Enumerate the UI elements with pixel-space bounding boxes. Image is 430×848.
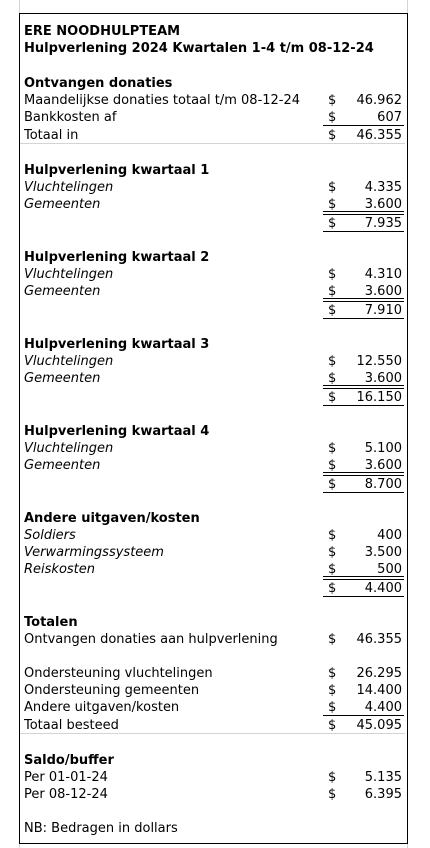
section-header-kwartaal-4: Hulpverlening kwartaal 4 [24,424,210,439]
table-row: Maandelijkse donaties totaal t/m 08-12-24 $ 46.962 [24,93,402,108]
table-row: Verwarmingssysteem $ 3.500 [24,545,402,560]
table-row: Soldiers $ 400 [24,528,402,543]
table-row-total: Totaal in $ 46.355 [24,128,402,143]
table-row: Gemeenten $ 3.600 [24,458,402,473]
table-row: Ondersteuning vluchtelingen $ 26.295 [24,666,402,681]
underline [323,125,404,126]
table-row: Gemeenten $ 3.600 [24,371,402,386]
sheet-subtitle: Hulpverlening 2024 Kwartalen 1-4 t/m 08-12-24 [24,41,374,56]
table-row: Ondersteuning gemeenten $ 14.400 [24,683,402,698]
row-divider [20,143,405,144]
section-header-kwartaal-3: Hulpverlening kwartaal 3 [24,337,210,352]
sheet-title: ERE NOODHULPTEAM [24,24,181,39]
table-row: Bankkosten af $ 607 [24,110,402,125]
table-row: Per 01-01-24 $ 5.135 [24,770,402,785]
underline [323,596,404,597]
underline [323,492,404,493]
table-row: Vluchtelingen $ 4.310 [24,267,402,282]
section-header-saldo: Saldo/buffer [24,753,114,768]
table-row: Vluchtelingen $ 4.335 [24,180,402,195]
underline [323,318,404,319]
table-row: Andere uitgaven/kosten $ 4.400 [24,700,402,715]
section-header-donaties: Ontvangen donaties [24,76,173,91]
table-row: Reiskosten $ 500 [24,562,402,577]
table-row-total: $ 7.935 [328,216,402,231]
section-header-kwartaal-2: Hulpverlening kwartaal 2 [24,250,210,265]
underline [323,715,404,716]
table-row: Ontvangen donaties aan hulpverlening $ 46.355 [24,632,402,647]
table-row: Per 08-12-24 $ 6.395 [24,787,402,802]
table-row-total: Totaal besteed $ 45.095 [24,718,402,733]
spreadsheet-sheet [19,13,408,844]
table-row: Gemeenten $ 3.600 [24,197,402,212]
underline [323,231,404,232]
underline [323,405,404,406]
table-row-total: $ 7.910 [328,303,402,318]
row-divider [20,733,405,734]
table-row-total: $ 8.700 [328,477,402,492]
section-header-kwartaal-1: Hulpverlening kwartaal 1 [24,163,210,178]
section-header-totalen: Totalen [24,615,78,630]
table-row: Gemeenten $ 3.600 [24,284,402,299]
section-header-andere: Andere uitgaven/kosten [24,511,200,526]
table-row-total: $ 16.150 [328,390,402,405]
table-row: Vluchtelingen $ 12.550 [24,354,402,369]
table-row: Vluchtelingen $ 5.100 [24,441,402,456]
footnote: NB: Bedragen in dollars [24,821,178,836]
table-row-total: $ 4.400 [328,581,402,596]
